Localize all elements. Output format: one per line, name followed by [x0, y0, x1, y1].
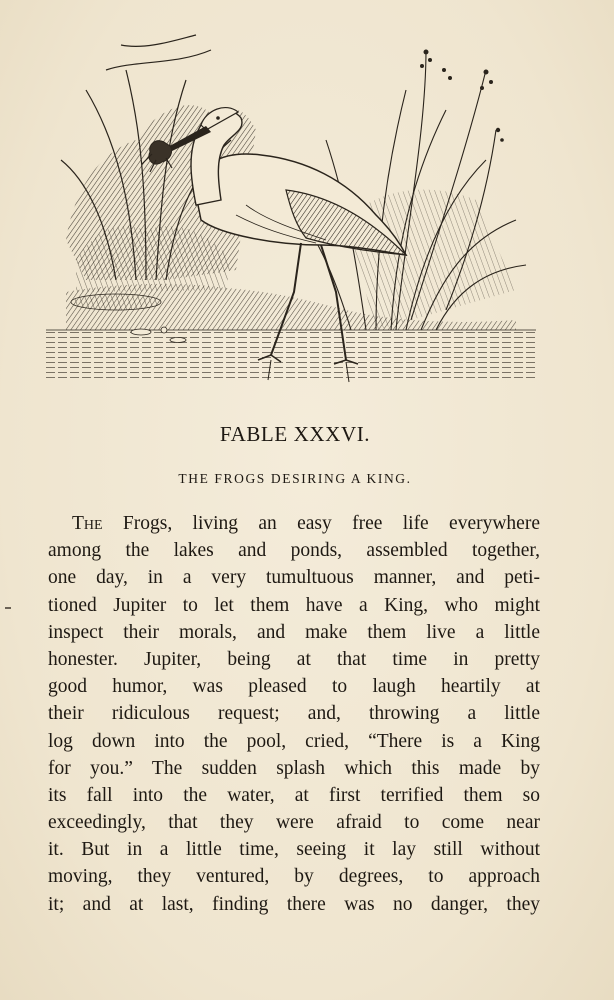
stork-engraving-illustration	[46, 30, 536, 390]
pond-water	[46, 328, 536, 380]
text-line-6: honester. Jupiter, being at that time in pretty	[48, 648, 540, 670]
fable-body-text	[48, 510, 540, 918]
text-line-1: The Frogs, living an easy free life everywhere	[72, 513, 540, 534]
text-line-5: inspect their morals, and make them live a little	[48, 621, 540, 643]
text-line-8: their ridiculous request; and, throwing a little	[48, 703, 540, 725]
text-line-3: one day, in a very tumultuous manner, and peti-	[48, 567, 540, 589]
text-line-14: moving, they ventured, by degrees, to approach	[48, 866, 540, 888]
text-line-13: it. But in a little time, seeing it lay still without	[48, 839, 540, 861]
opening-word: The	[72, 513, 103, 534]
text-line-10: for you.” The sudden splash which this made by	[48, 757, 540, 779]
text-line-2: among the lakes and ponds, assembled together,	[48, 540, 540, 562]
fable-number-heading: FABLE XXXVI.	[219, 422, 371, 446]
text-line-9: log down into the pool, cried, “There is a King	[48, 730, 540, 752]
margin-mark	[5, 607, 11, 609]
fable-title: THE FROGS DESIRING A KING.	[178, 471, 412, 486]
text-line-11: its fall into the water, at first terrified them so	[48, 784, 540, 806]
text-line-12: exceedingly, that they were afraid to come near	[48, 812, 540, 834]
text-line-15: it; and at last, finding there was no danger, they	[48, 893, 540, 915]
text-line-7: good humor, was pleased to laugh heartily at	[48, 676, 540, 698]
text-line-4: tioned Jupiter to let them have a King, who might	[48, 594, 540, 616]
